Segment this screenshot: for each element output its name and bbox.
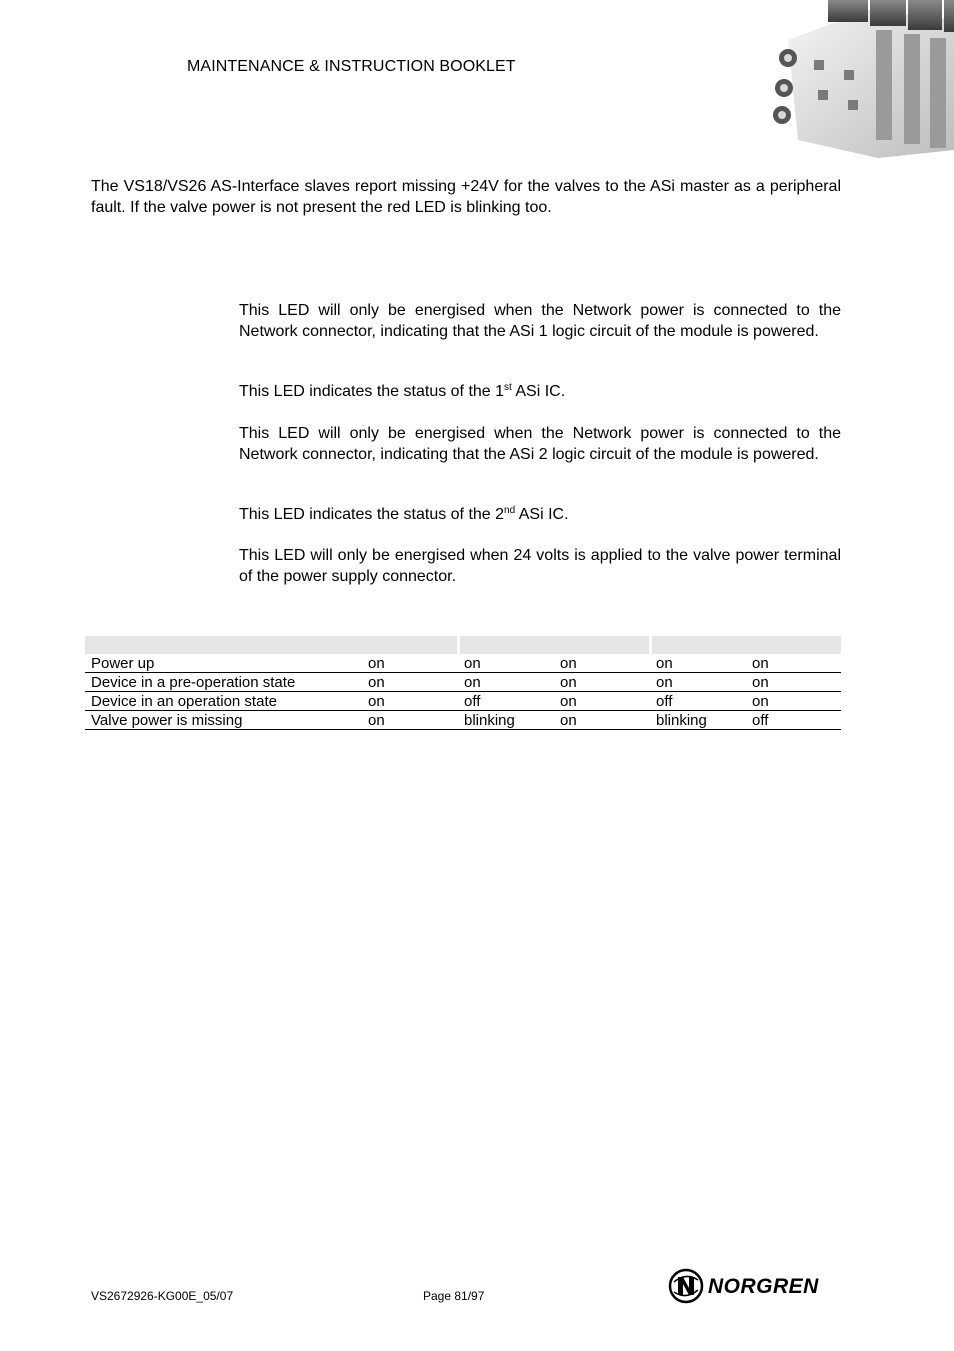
table-cell: on bbox=[362, 673, 458, 692]
table-cell: on bbox=[746, 692, 841, 711]
table-row bbox=[85, 654, 841, 673]
table-cell: on bbox=[554, 692, 650, 711]
table-cell: on bbox=[554, 711, 650, 730]
norgren-logo-text: NORGREN bbox=[708, 1275, 819, 1298]
table-header-cell bbox=[650, 636, 841, 654]
table-cell: on bbox=[458, 673, 554, 692]
table-cell: blinking bbox=[458, 711, 554, 730]
table-cell: on bbox=[362, 654, 458, 673]
table-cell: off bbox=[746, 711, 841, 730]
led-description-asi1-status: This LED indicates the status of the 1st ASi IC. bbox=[239, 382, 566, 400]
table-row bbox=[85, 711, 841, 730]
norgren-logo-icon bbox=[668, 1268, 704, 1304]
table-cell: Power up bbox=[85, 654, 362, 673]
table-header-cell bbox=[85, 636, 458, 654]
table-cell: off bbox=[458, 692, 554, 711]
led-description-asi1-power: This LED will only be energised when the Network power is connected to the Network connector, indicating that the ASi 1 logic circuit of the module is powered. bbox=[239, 302, 841, 340]
led-status-table bbox=[85, 636, 841, 730]
table-cell: on bbox=[554, 673, 650, 692]
table-cell: on bbox=[650, 654, 746, 673]
led-description-asi2-power: This LED will only be energised when the Network power is connected to the Network connector, indicating that the ASi 2 logic circuit of the module is powered. bbox=[239, 425, 841, 463]
table-header-cell bbox=[458, 636, 650, 654]
table-cell: on bbox=[458, 654, 554, 673]
table-cell: Device in an operation state bbox=[85, 692, 362, 711]
led-description-valve-power: This LED will only be energised when 24 volts is applied to the valve power terminal of the power supply connector. bbox=[239, 547, 841, 585]
table-row bbox=[85, 673, 841, 692]
header-title: MAINTENANCE & INSTRUCTION BOOKLET bbox=[187, 58, 516, 75]
table-header-row bbox=[85, 636, 841, 654]
valve-manifold-image bbox=[758, 0, 954, 160]
table-cell: Device in a pre-operation state bbox=[85, 673, 362, 692]
table-cell: on bbox=[362, 692, 458, 711]
table-cell: blinking bbox=[650, 711, 746, 730]
table-cell: on bbox=[746, 673, 841, 692]
table-cell: on bbox=[362, 711, 458, 730]
led-description-asi2-status: This LED indicates the status of the 2nd ASi IC. bbox=[239, 505, 569, 523]
table-cell: on bbox=[746, 654, 841, 673]
table-row bbox=[85, 692, 841, 711]
table-cell: off bbox=[650, 692, 746, 711]
intro-paragraph: The VS18/VS26 AS-Interface slaves report missing +24V for the valves to the ASi master as a peripheral fault. If the valve power is not present the red LED is blinking too. bbox=[91, 178, 841, 216]
footer-page-number: Page 81/97 bbox=[423, 1289, 485, 1303]
table-cell: Valve power is missing bbox=[85, 711, 362, 730]
table-cell: on bbox=[554, 654, 650, 673]
footer-document-id: VS2672926-KG00E_05/07 bbox=[91, 1289, 234, 1303]
table-cell: on bbox=[650, 673, 746, 692]
